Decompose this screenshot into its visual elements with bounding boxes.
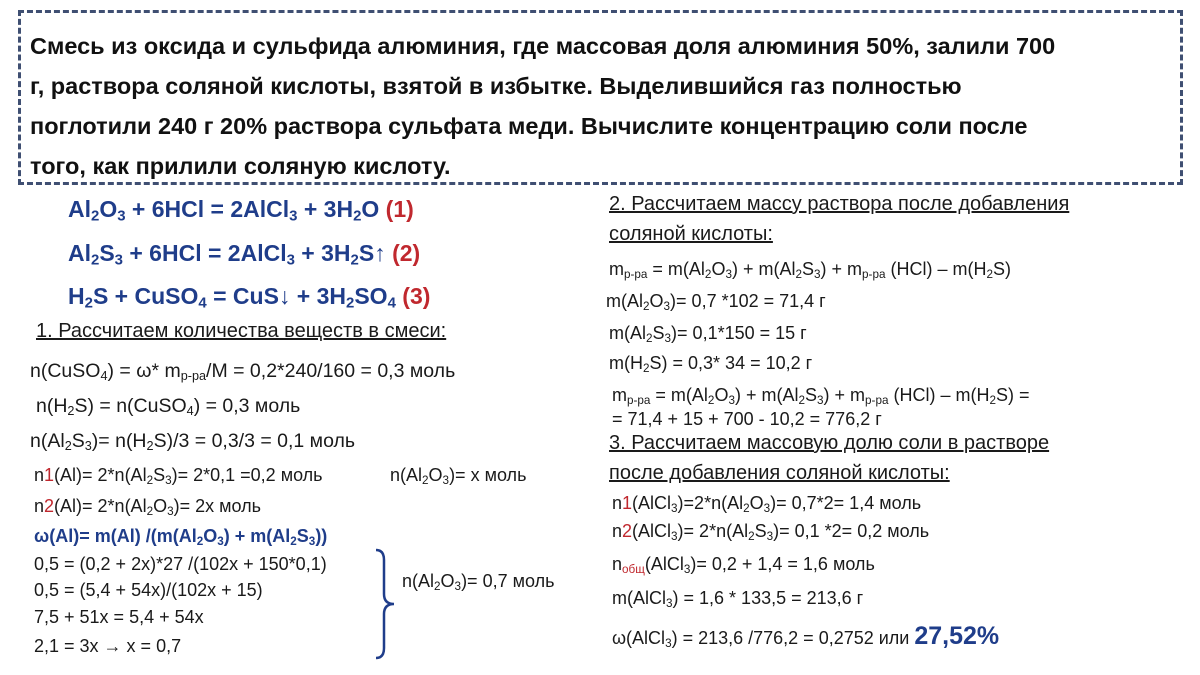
mass-fraction-formula: ω(Al)= m(Al) $/(m(Al_2O_3) + m(Al_2S_3))$	[34, 526, 328, 548]
step2-line: $m(Al_2O_3)= 0,7$ *102 = 71,4 г	[606, 291, 826, 313]
step1-answer: $n(Al_2O_3)= 0,7$ моль	[402, 571, 555, 593]
step2-line: $m_{р-ра} = m(Al_2O_3) + m(Al_2S_3) + m_{р-ра}$ $(HCl) - m(H_2S)$ =	[612, 385, 1030, 407]
step1-line: $n(Al_2S_3)= n(H_2S)/3 = 0,3/3 = 0,1$ моль	[30, 430, 356, 454]
step3-line: $n_{общ}(AlCl_3)= 0,2 + 1,4 = 1,6$ моль	[612, 554, 875, 576]
step2-heading: соляной кислоты:	[609, 223, 773, 245]
step2-line: $m(H_2S) = 0,3*$ 34 = 10,2 г	[609, 353, 813, 375]
step3-line: m(AlCl$_3$) = 1,6 * 133,5 = 213,6 г	[612, 588, 864, 610]
problem-line: того, как прилили соляную кислоту.	[30, 153, 451, 179]
step1-line: n(CuSO$_4$) = ω* $m_{р-ра}/M = 0,2*240/160 = 0,3$ моль	[30, 360, 456, 384]
reaction-1	[68, 196, 414, 223]
reaction-number: (1)	[385, 196, 414, 222]
step1-line: 0,5 = (5,4 + 54x)/(102x + 15)	[34, 580, 263, 600]
problem-line: поглотили 240 г 20% раствора сульфата меди. Вычислите концентрацию соли после	[30, 113, 1028, 139]
reaction-formula: $Al_2S_3 + 6HCl$ = 2AlCl$_3$ + $3H_2S↑$	[68, 240, 386, 269]
problem-line: Смесь из оксида и сульфида алюминия, где массовая доля алюминия 50%, залили 700	[30, 33, 1056, 59]
step2-line: = 71,4 + 15 + 700 - 10,2 = 776,2 г	[612, 409, 882, 429]
reaction-2	[68, 240, 420, 267]
step1-line: $n(Al_2O_3)= x$ моль	[390, 465, 527, 487]
step1-heading: 1. Рассчитаем количества веществ в смеси:	[36, 320, 447, 342]
step3-heading: 3. Рассчитаем массовую долю соли в растворе	[609, 432, 1050, 454]
final-fraction: ω(AlCl$_3$) = 213,6 /776,2 = 0,2752 или	[612, 628, 910, 650]
reaction-number: (3)	[402, 283, 431, 309]
reaction-formula: $Al_2O_3 + 6HCl$ = 2AlCl$_3$ + $3H_2O$	[68, 196, 380, 225]
reaction-3	[68, 283, 430, 310]
step2-line: $m(Al_2S_3)= 0,1*150 = 15$ г	[609, 323, 807, 345]
step1-line: $n(H_2S)$ = n(CuSO$_4$) = 0,3 моль	[36, 395, 301, 419]
problem-line: г, раствора соляной кислоты, взятой в избытке. Выделившийся газ полностью	[30, 73, 962, 99]
curly-brace-icon	[370, 548, 400, 660]
step1-line: $n1(Al)= 2*n(Al_2S_3)= 2*0,1 =0,2$ моль	[34, 465, 323, 487]
step3-line: $n1(AlCl_3)=2*n(Al_2O_3)= 0,7*2= 1,4$ моль	[612, 493, 922, 515]
step2-line: $m_{р-ра} = m(Al_2O_3) + m(Al_2S_3) + m_{р-ра}$ $(HCl) - m(H_2S)$	[609, 259, 1011, 281]
reaction-number: (2)	[392, 240, 421, 266]
step3-final-line	[612, 622, 999, 651]
step1-line: 0,5 = (0,2 + 2x)*27 /(102x + 150*0,1)	[34, 554, 327, 574]
step3-heading: после добавления соляной кислоты:	[609, 462, 950, 484]
result-value: 27,52%	[914, 622, 1000, 650]
step3-line: n2(AlCl$_3$)= $2*n(Al_2S_3)= 0,1$ *2= 0,2 моль	[612, 521, 930, 543]
reaction-formula: $H_2S$ + CuSO$_4$ = CuS↓ + $3H_2SO_4$	[68, 283, 396, 312]
problem-statement	[30, 26, 1170, 186]
step1-line: 2,1 = 3x → x = 0,7	[34, 636, 182, 656]
step1-line: 7,5 + 51x = 5,4 + 54x	[34, 607, 204, 627]
step1-line: $n2(Al)= 2*n(Al_2O_3)= 2x$ моль	[34, 496, 261, 518]
step2-heading: 2. Рассчитаем массу раствора после добавления	[609, 193, 1070, 215]
